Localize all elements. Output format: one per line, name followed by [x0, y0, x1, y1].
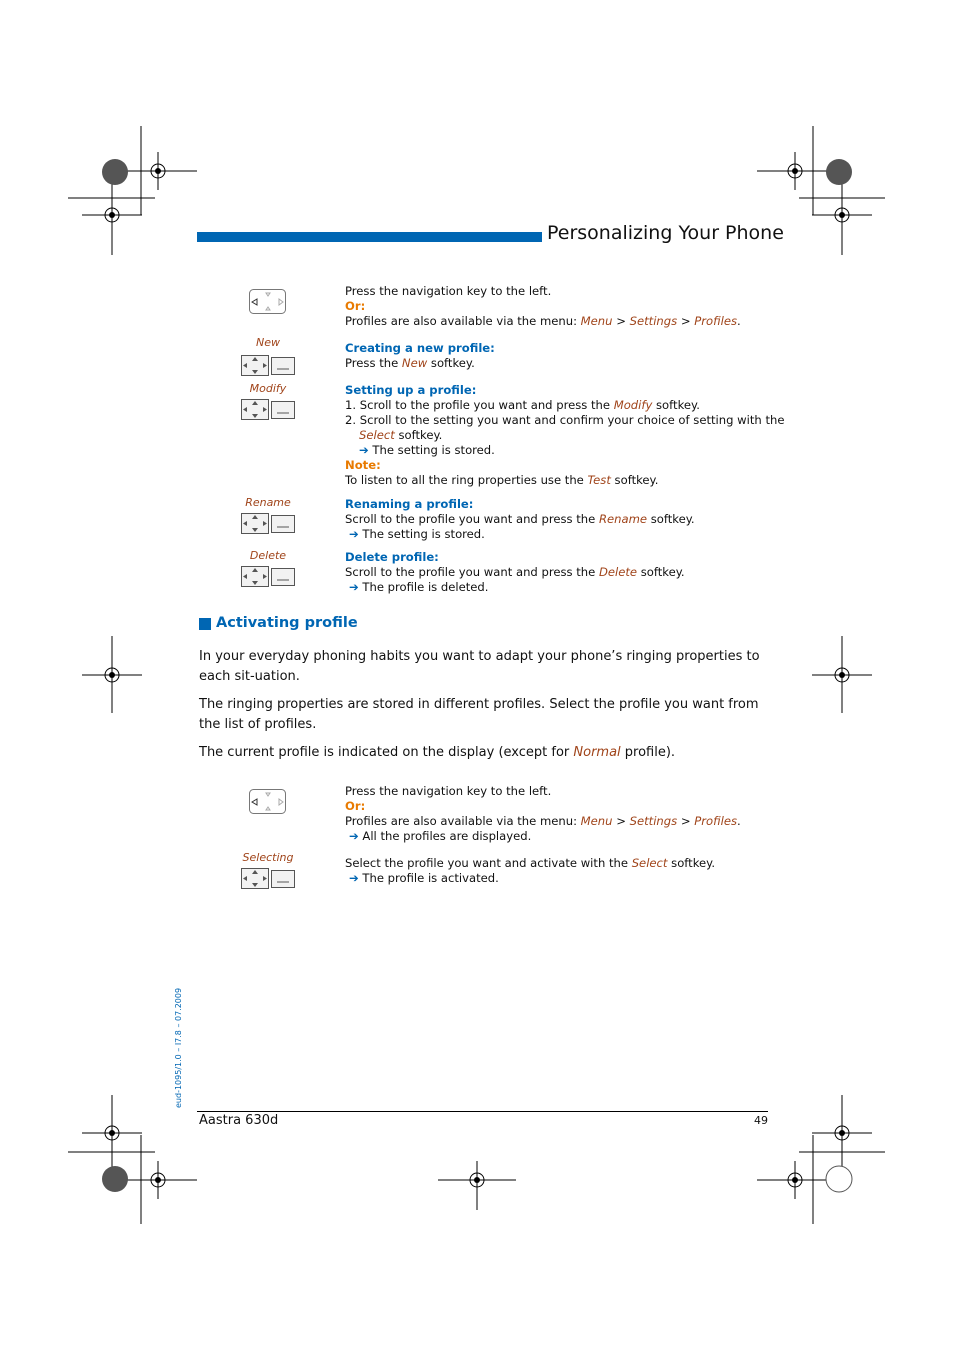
- setup-step-2b: Select softkey.: [359, 428, 443, 442]
- select-text: Select the profile you want and activate with the Select softkey.: [345, 856, 716, 870]
- rename-result: ➔ The setting is stored.: [349, 527, 485, 541]
- footer-product: Aastra 630d: [199, 1113, 279, 1128]
- nav-key-left-icon-2: [249, 789, 287, 815]
- heading-delete: Delete profile:: [345, 550, 439, 564]
- paragraph-1: In your everyday phoning habits you want to adapt your phone’s ringing properties to each sit-uation.: [199, 649, 760, 684]
- creating-text: Press the New softkey.: [345, 356, 475, 370]
- softkey-label-new: New: [256, 336, 280, 349]
- header-bar: [197, 232, 542, 242]
- heading-creating: Creating a new profile:: [345, 341, 495, 355]
- paragraph-3: The current profile is indicated on the display (except for Normal profile).: [199, 745, 676, 760]
- softkey-delete-icon: [241, 566, 296, 588]
- setup-step-2: 2. Scroll to the setting you want and confirm your choice of setting with the: [345, 413, 785, 427]
- setup-result: ➔ The setting is stored.: [359, 443, 495, 457]
- softkey-label-selecting: Selecting: [242, 851, 294, 864]
- note-label: Note:: [345, 458, 381, 472]
- paragraph-2: The ringing properties are stored in different profiles. Select the profile you want from the list of profiles.: [199, 697, 759, 732]
- nav-instruction: Press the navigation key to the left.: [345, 284, 552, 298]
- nav-instruction-2: Press the navigation key to the left.: [345, 784, 552, 798]
- footer-rule: [197, 1111, 768, 1112]
- page-title: Personalizing Your Phone: [547, 222, 784, 244]
- or-label: Or:: [345, 299, 366, 313]
- note-text: To listen to all the ring properties use the Test softkey.: [345, 473, 659, 487]
- rename-text: Scroll to the profile you want and press the Rename softkey.: [345, 512, 695, 526]
- menu-path: Profiles are also available via the menu: Menu > Settings > Profiles.: [345, 314, 741, 328]
- softkey-modify-icon: [241, 399, 296, 421]
- setup-step-1: 1. Scroll to the profile you want and press the Modify softkey.: [345, 398, 700, 412]
- page-number: 49: [754, 1114, 768, 1127]
- section-bullet-icon: [199, 618, 211, 630]
- nav-key-left-icon: [249, 289, 287, 315]
- softkey-select-icon: [241, 868, 296, 890]
- document-code: eud-1095/1.0 – I7.8 – 07.2009: [174, 987, 183, 1108]
- softkey-rename-icon: [241, 513, 296, 535]
- softkey-label-rename: Rename: [245, 496, 291, 509]
- heading-rename: Renaming a profile:: [345, 497, 474, 511]
- result-activated: ➔ The profile is activated.: [349, 871, 499, 885]
- result-profiles-displayed: ➔ All the profiles are displayed.: [349, 829, 532, 843]
- section-heading: Activating profile: [216, 615, 358, 631]
- softkey-new-icon: [241, 355, 296, 377]
- heading-setup: Setting up a profile:: [345, 383, 477, 397]
- delete-text: Scroll to the profile you want and press the Delete softkey.: [345, 565, 685, 579]
- delete-result: ➔ The profile is deleted.: [349, 580, 489, 594]
- or-label-2: Or:: [345, 799, 366, 813]
- softkey-label-modify: Modify: [249, 382, 287, 395]
- menu-path-2: Profiles are also available via the menu: Menu > Settings > Profiles.: [345, 814, 741, 828]
- softkey-label-delete: Delete: [249, 549, 287, 562]
